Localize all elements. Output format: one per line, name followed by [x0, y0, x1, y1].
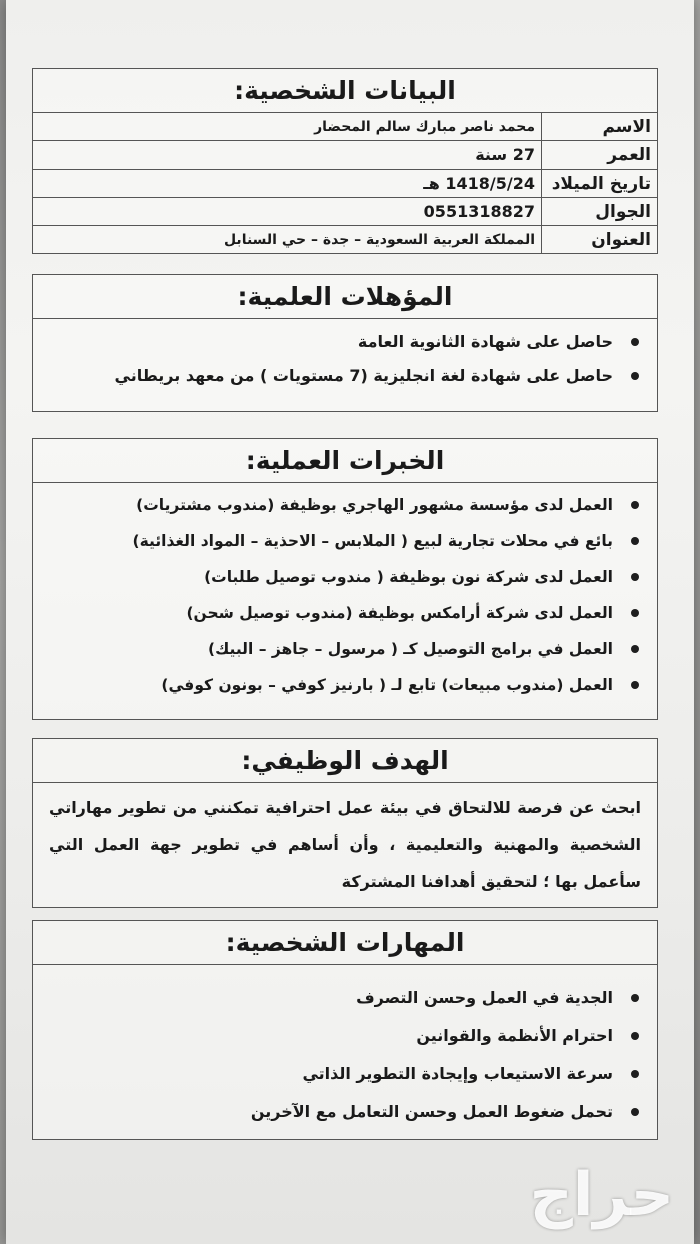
career-goal-text: ابحث عن فرصة للالتحاق في بيئة عمل احترافية تمكنني من تطوير مهاراتي الشخصية والمهنية والتعليمية ، وأن أساهم في تطوير جهة العمل التي سأعمل بها ؛ لتحقيق أهدافنا المشتركة — [49, 798, 641, 891]
qualifications-list — [33, 319, 657, 393]
list-item — [33, 487, 657, 523]
birthdate-row — [33, 170, 657, 198]
mobile-value: 0551318827 — [423, 201, 535, 221]
address-row — [33, 226, 657, 254]
age-value: 27 سنة — [475, 145, 535, 165]
qualifications-title: المؤهلات العلمية: — [33, 275, 657, 319]
address-value: المملكة العربية السعودية – جدة – حي السنابل — [223, 232, 535, 249]
experience-text: العمل (مندوب مبيعات) تابع لـ ( بارنيز كوفي – بونون كوفي) — [161, 676, 613, 694]
skill-text: احترام الأنظمة والقوانين — [416, 1026, 613, 1045]
age-row — [33, 141, 657, 169]
qualifications-section — [32, 274, 658, 412]
list-item — [33, 1017, 657, 1055]
bullet-icon — [631, 645, 639, 653]
experience-list — [33, 483, 657, 703]
name-label: الاسم — [541, 113, 657, 140]
bullet-icon — [631, 338, 639, 346]
age-label: العمر — [541, 141, 657, 168]
experience-title: الخبرات العملية: — [33, 439, 657, 483]
list-item — [33, 979, 657, 1017]
address-label: العنوان — [541, 226, 657, 254]
mobile-row — [33, 198, 657, 226]
bullet-icon — [631, 1070, 639, 1078]
experience-text: العمل لدى شركة أرامكس بوظيفة (مندوب توصيل شحن) — [186, 604, 613, 622]
paper-sheet — [6, 0, 694, 1244]
bullet-icon — [631, 1108, 639, 1116]
list-item — [33, 1055, 657, 1093]
list-item — [33, 1093, 657, 1131]
bullet-icon — [631, 1032, 639, 1040]
birthdate-label: تاريخ الميلاد — [541, 170, 657, 197]
career-goal-section — [32, 738, 658, 908]
list-item — [33, 595, 657, 631]
skill-text: تحمل ضغوط العمل وحسن التعامل مع الآخرين — [250, 1102, 613, 1121]
skills-list — [33, 965, 657, 1131]
list-item — [33, 325, 657, 359]
experience-section — [32, 438, 658, 720]
bullet-icon — [631, 681, 639, 689]
experience-text: العمل في برامج التوصيل كـ ( مرسول – جاهز – البيك) — [208, 640, 613, 658]
bullet-icon — [631, 994, 639, 1002]
personal-data-title: البيانات الشخصية: — [33, 69, 657, 113]
skills-title: المهارات الشخصية: — [33, 921, 657, 965]
mobile-label: الجوال — [541, 198, 657, 225]
career-goal-title: الهدف الوظيفي: — [33, 739, 657, 783]
bullet-icon — [631, 609, 639, 617]
experience-text: العمل لدى مؤسسة مشهور الهاجري بوظيفة (مندوب مشتريات) — [136, 496, 613, 514]
skill-text: سرعة الاستيعاب وإيجادة التطوير الذاتي — [302, 1064, 613, 1083]
name-value: محمد ناصر مبارك سالم المحضار — [314, 119, 535, 135]
qualification-text: حاصل على شهادة الثانوية العامة — [357, 332, 613, 351]
skills-section — [32, 920, 658, 1140]
qualification-text: حاصل على شهادة لغة انجليزية (7 مستويات ) من معهد بريطاني — [114, 366, 613, 385]
haraj-watermark: حراج — [529, 1160, 674, 1230]
name-row — [33, 113, 657, 141]
personal-data-section — [32, 68, 658, 254]
skill-text: الجدية في العمل وحسن التصرف — [356, 988, 613, 1007]
birthdate-value: 1418/5/24 هـ — [423, 173, 535, 193]
experience-text: العمل لدى شركة نون بوظيفة ( مندوب توصيل طلبات) — [204, 568, 613, 586]
list-item — [33, 523, 657, 559]
bullet-icon — [631, 573, 639, 581]
list-item — [33, 359, 657, 393]
list-item — [33, 667, 657, 703]
bullet-icon — [631, 501, 639, 509]
bullet-icon — [631, 537, 639, 545]
experience-text: بائع في محلات تجارية لبيع ( الملابس – الاحذية – المواد الغذائية) — [132, 532, 613, 550]
list-item — [33, 559, 657, 595]
list-item — [33, 631, 657, 667]
bullet-icon — [631, 372, 639, 380]
